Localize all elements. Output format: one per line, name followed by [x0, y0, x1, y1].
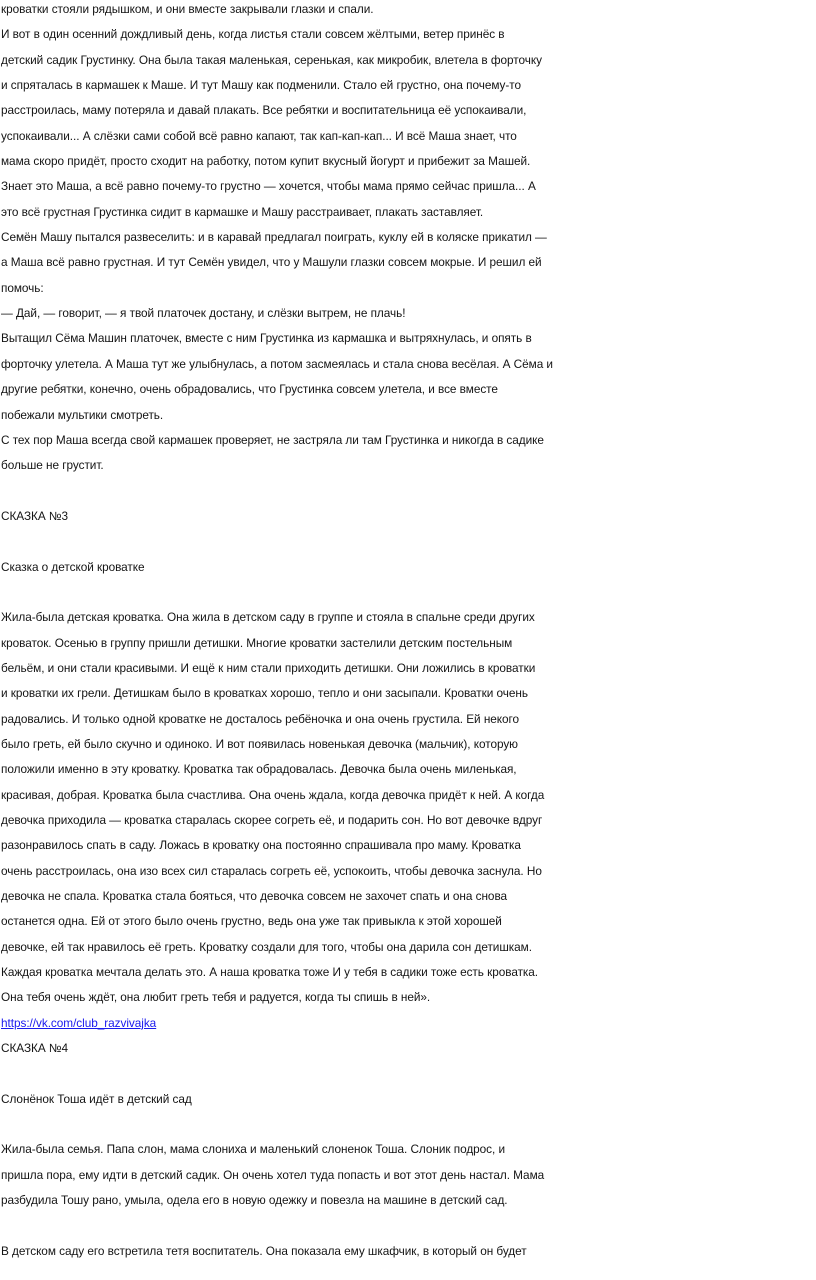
paragraph-spacer: [1, 1061, 816, 1086]
paragraph-spacer: [1, 479, 816, 504]
text-line: Жила-была семья. Папа слон, мама слониха и маленький слоненок Тоша. Слоник подрос, и: [1, 1142, 506, 1157]
story4-paragraph-1: [1, 1137, 816, 1213]
paragraph-spacer: [1, 529, 816, 554]
text-line: — Дай, — говорит, — я твой платочек достану, и слёзки вытрем, не плачь!: [1, 306, 406, 321]
text-line: останется одна. Ей от этого было очень грустно, ведь она уже так привыкла к этой хорошей: [1, 914, 502, 929]
text-line: Вытащил Сёма Машин платочек, вместе с ним Грустинка из кармашка и вытряхнулась, и опять в: [1, 331, 532, 346]
text-line: радовались. И только одной кроватке не досталось ребёночка и она очень грустила. Ей некого: [1, 711, 520, 726]
text-line: это всё грустная Грустинка сидит в кармашке и Машу расстраивает, плакать заставляет.: [1, 204, 484, 219]
text-line: положили именно в эту кроватку. Кроватка так обрадовалась. Девочка была очень миленькая,: [1, 762, 517, 777]
story3-body: [1, 605, 816, 1011]
paragraph-spacer: [1, 1214, 816, 1239]
text-line: другие ребятки, конечно, очень обрадовались, что Грустинка совсем улетела, и все вместе: [1, 382, 498, 397]
text-line: побежали мультики смотреть.: [1, 407, 164, 422]
story3-heading: СКАЗКА №3: [1, 508, 69, 523]
story3-title: Сказка о детской кроватке: [1, 559, 145, 574]
text-line: больше не грустит.: [1, 458, 104, 473]
text-line: пришла пора, ему идти в детский садик. Он очень хотел туда попасть и вот этот день настал. Мама: [1, 1167, 545, 1182]
story4-paragraph-2: [1, 1239, 816, 1264]
paragraph-spacer: [1, 580, 816, 605]
text-line: мама скоро придёт, просто сходит на работку, потом купит вкусный йогурт и прибежит за Машей.: [1, 154, 531, 169]
source-link-line: [1, 1011, 816, 1036]
text-line: девочка не спала. Кроватка стала бояться, что девочка совсем не захочет спать и она снова: [1, 889, 508, 904]
text-line: Семён Машу пытался развеселить: и в каравай предлагал поиграть, куклу ей в коляске прикатил —: [1, 230, 547, 245]
text-line: а Маша всё равно грустная. И тут Семён увидел, что у Машули глазки совсем мокрые. И решил ей: [1, 255, 542, 270]
text-line: расстроилась, маму потеряла и давай плакать. Все ребятки и воспитательница её успокаивали,: [1, 103, 527, 118]
text-line: И вот в один осенний дождливый день, когда листья стали совсем жёлтыми, ветер принёс в: [1, 27, 505, 42]
paragraph-spacer: [1, 1112, 816, 1137]
text-line: и кроватки их грели. Детишкам было в кроватках хорошо, тепло и они засыпали. Кроватки очень: [1, 686, 528, 701]
text-line: С тех пор Маша всегда свой кармашек проверяет, не застряла ли там Грустинка и никогда в садике: [1, 432, 544, 447]
text-line: успокаивали... А слёзки сами собой всё равно капают, так кап-кап-кап... И всё Маша знает, что: [1, 128, 517, 143]
text-line: очень расстроилась, она изо всех сил старалась согреть её, успокоить, чтобы девочка заснула. Но: [1, 863, 542, 878]
text-line: помочь:: [1, 280, 44, 295]
story2-ending: [1, 0, 816, 479]
text-line: девочке, ей так нравилось её греть. Кроватку создали для того, чтобы она дарила сон детишкам.: [1, 939, 532, 954]
text-line: разбудила Тошу рано, умыла, одела его в новую одежку и повезла на машине в детский сад.: [1, 1193, 508, 1208]
text-line: кроваток. Осенью в группу пришли детишки. Многие кроватки застелили детским постельным: [1, 635, 513, 650]
text-line: детский садик Грустинку. Она была такая маленькая, серенькая, как микробик, влетела в форточку: [1, 52, 542, 67]
text-line: Она тебя очень ждёт, она любит греть тебя и радуется, когда ты спишь в ней».: [1, 990, 431, 1005]
text-line: В детском саду его встретила тетя воспитатель. Она показала ему шкафчик, в который он будет: [1, 1243, 527, 1258]
text-line: разонравилось спать в саду. Ложась в кроватку она постоянно спрашивала про маму. Кроватка: [1, 838, 521, 853]
text-line: Каждая кроватка мечтала делать это. А наша кроватка тоже И у тебя в садики тоже есть кроватка.: [1, 965, 539, 980]
text-line: форточку улетела. А Маша тут же улыбнулась, а потом засмеялась и стала снова весёлая. А Сёма и: [1, 356, 553, 371]
text-line: бельём, и они стали красивыми. И ещё к ним стали приходить детишки. Они ложились в кроватки: [1, 660, 536, 675]
text-line: Жила-была детская кроватка. Она жила в детском саду в группе и стояла в спальне среди других: [1, 610, 535, 625]
story4-heading: СКАЗКА №4: [1, 1041, 69, 1056]
text-line: девочка приходила — кроватка старалась скорее согреть её, и подарить сон. Но вот девочке вдруг: [1, 813, 543, 827]
text-line: и спряталась в кармашек к Маше. И тут Машу как подменили. Стало ей грустно, она почему-то: [1, 78, 521, 93]
story4-title: Слонёнок Тоша идёт в детский сад: [1, 1091, 192, 1106]
text-line: Знает это Маша, а всё равно почему-то грустно — хочется, чтобы мама прямо сейчас пришла... А: [1, 179, 536, 194]
text-line: было греть, ей было скучно и одиноко. И вот появилась новенькая девочка (мальчик), которую: [1, 736, 518, 751]
text-line: красивая, добрая. Кроватка была счастлива. Она очень ждала, когда девочка придёт к ней. А когда: [1, 787, 545, 802]
text-line: кроватки стояли рядышком, и они вместе закрывали глазки и спали.: [1, 2, 374, 16]
vk-club-link[interactable]: https://vk.com/club_razvivajka: [1, 1015, 157, 1030]
